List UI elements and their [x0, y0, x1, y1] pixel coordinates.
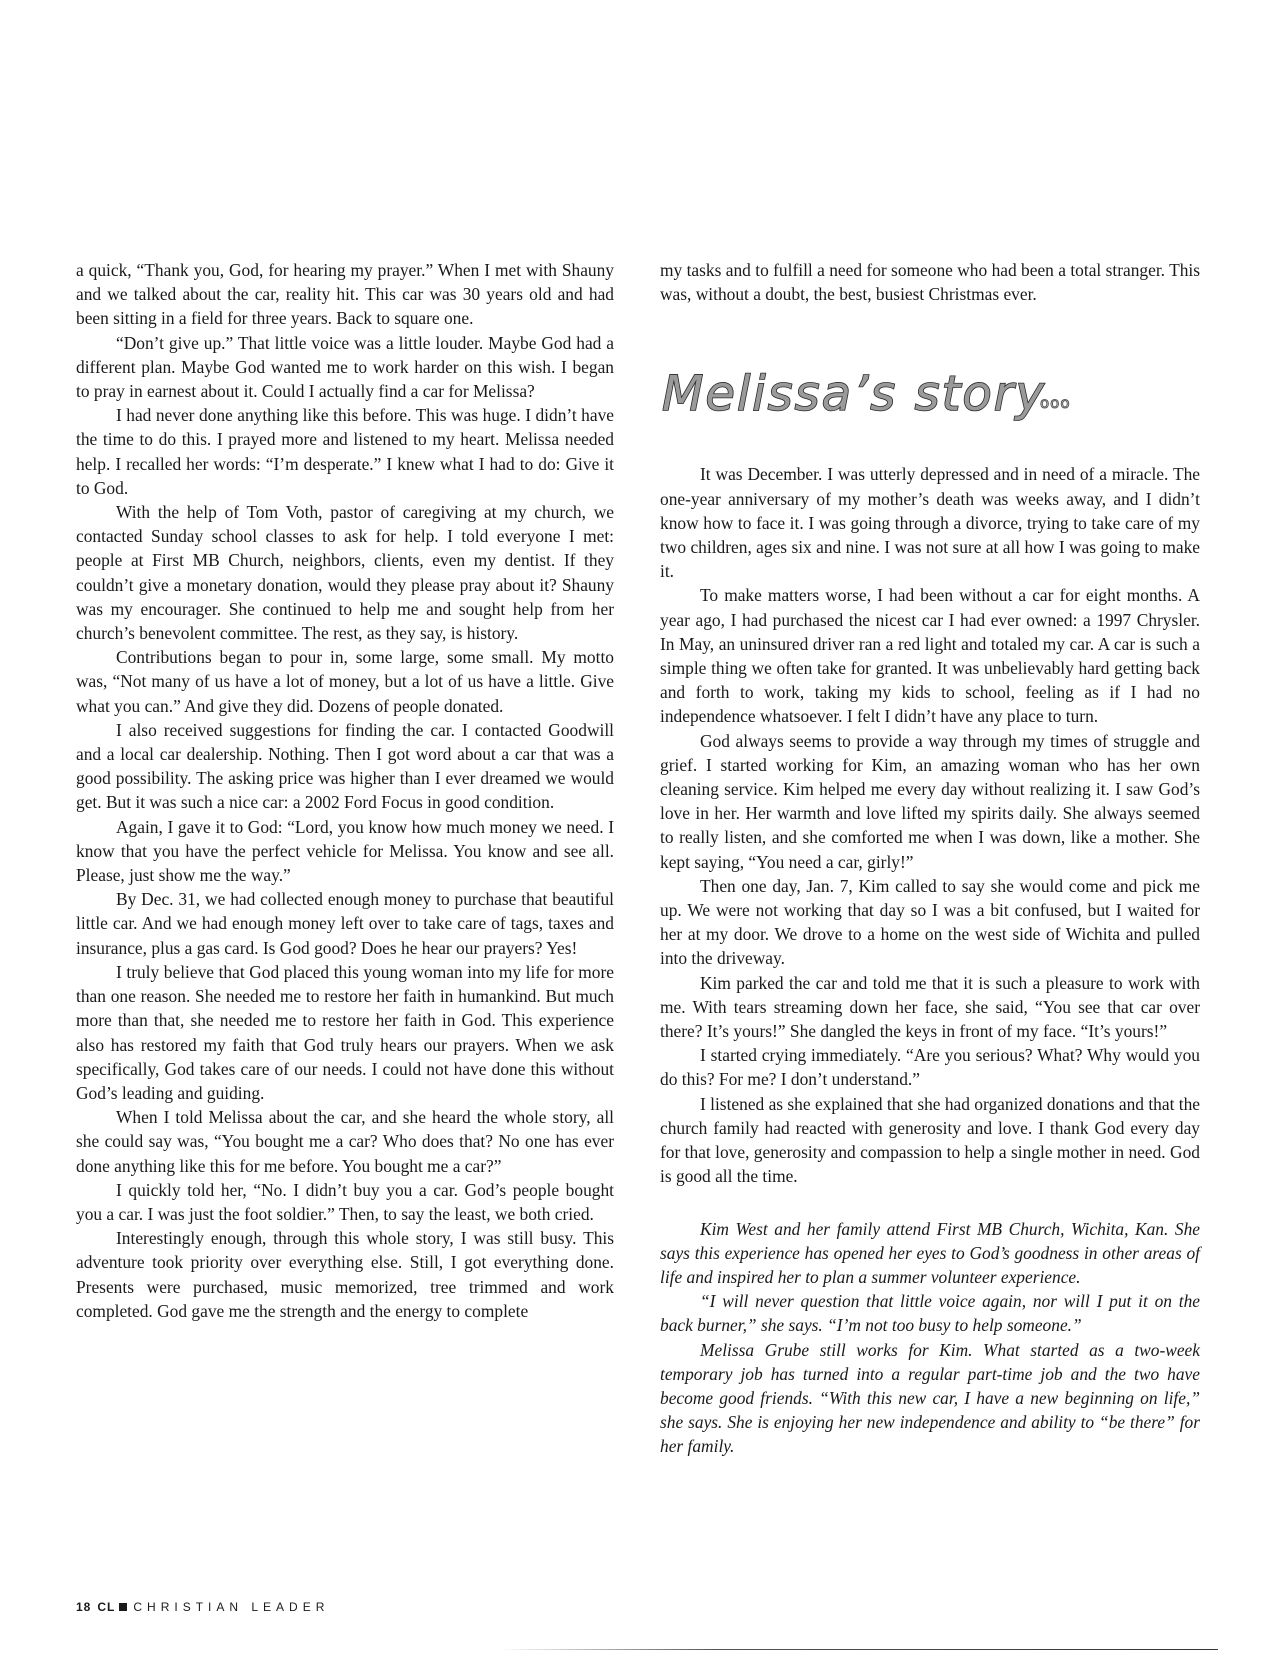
paragraph: I truly believe that God placed this young woman into my life for more than one reason. She needed me to restore her faith in humankind. But much more than that, she needed me to restore her faith in God. This experience also has restored my faith that God truly hears our prayers. When we ask specifically, God takes care of our needs. I could not have done this without God’s leading and guiding. [76, 961, 614, 1103]
left-column [76, 258, 614, 1323]
paragraph: Then one day, Jan. 7, Kim called to say she would come and pick me up. We were not working that day so I was a bit confused, but I waited for her at my door. We drove to a home on the west side of Wichita and pulled into the driveway. [660, 875, 1200, 969]
heading-dots: ooo [1040, 394, 1071, 413]
paragraph: I had never done anything like this before. This was huge. I didn’t have the time to do this. I prayed more and listened to my heart. Melissa needed help. I recalled her words: “I’m desperate.” I knew what I had to do: Give it to God. [76, 405, 614, 498]
paragraph: my tasks and to fulfill a need for someone who had been a total stranger. This was, without a doubt, the best, busiest Christmas ever. [660, 260, 1200, 305]
page-footer [76, 1600, 329, 1614]
bio-paragraph: Kim West and her family attend First MB Church, Wichita, Kan. She says this experience has opened her eyes to God’s goodness in other areas of life and inspired her to plan a summer volunteer experience. [660, 1218, 1200, 1287]
paragraph: When I told Melissa about the car, and she heard the whole story, all she could say was, “You bought me a car? Who does that? No one has ever done anything like this for me before. You bought me a car?” [76, 1107, 614, 1176]
paragraph: With the help of Tom Voth, pastor of caregiving at my church, we contacted Sunday school classes to ask for help. I told everyone I met: people at First MB Church, neighbors, clients, even my dentist. If they couldn’t give a monetary donation, would they please pray about it? Shauny was my encourager. She continued to help me and sought help from her church’s benevolent committee. The rest, as they say, is history. [76, 502, 614, 644]
paragraph: Kim parked the car and told me that it is such a pleasure to work with me. With tears streaming down her face, she said, “You see that car over there? It’s yours!” She dangled the keys in front of my face. “It’s yours!” [660, 972, 1200, 1042]
paragraph: I started crying immediately. “Are you serious? What? Why would you do this? For me? I don’t understand.” [660, 1045, 1200, 1090]
paragraph: a quick, “Thank you, God, for hearing my prayer.” When I met with Shauny and we talked about the car, reality hit. This car was 30 years old and had been sitting in a field for three years. Back to square one. [76, 260, 614, 329]
square-bullet-icon [119, 1603, 127, 1611]
paragraph: I quickly told her, “No. I didn’t buy you a car. God’s people bought you a car. I was just the foot soldier.” Then, to say the least, we both cried. [76, 1179, 614, 1224]
heading-text: Melissa’s story [662, 366, 1046, 423]
bio-paragraph: “I will never question that little voice again, nor will I put it on the back burner,” she says. “I’m not too busy to help someone.” [660, 1291, 1200, 1336]
right-column [660, 258, 1200, 1459]
paragraph: I also received suggestions for finding the car. I contacted Goodwill and a local car dealership. Nothing. Then I got word about a car that was a good possibility. The asking price was higher than I ever dreamed we would get. But it was such a nice car: a 2002 Ford Focus in good condition. [76, 719, 614, 813]
magazine-name: CHRISTIAN LEADER [133, 1600, 330, 1614]
paragraph: “Don’t give up.” That little voice was a little louder. Maybe God had a different plan. Maybe God wanted me to work harder on this wish. I began to pray in earnest about it. Could I actually find a car for Melissa? [76, 332, 614, 402]
footer-rule [500, 1649, 1218, 1650]
magazine-logo: CL [97, 1600, 116, 1614]
story-body [660, 462, 1200, 1188]
page-number: 18 [76, 1600, 92, 1614]
paragraph: By Dec. 31, we had collected enough money to purchase that beautiful little car. And we had enough money left over to take care of tags, taxes and insurance, plus a gas card. Is God good? Does he hear our prayers? Yes! [76, 889, 614, 958]
heading-graphic [658, 356, 1078, 424]
paragraph: Again, I gave it to God: “Lord, you know how much money we need. I know that you have the perfect vehicle for Melissa. You know and see all. Please, just show me the way.” [76, 816, 614, 886]
paragraph: Contributions began to pour in, some large, some small. My motto was, “Not many of us have a lot of money, but a lot of us have a little. Give what you can.” And give they did. Dozens of people donated. [76, 647, 614, 716]
paragraph: To make matters worse, I had been without a car for eight months. A year ago, I had purchased the nicest car I had ever owned: a 1997 Chrysler. In May, an uninsured driver ran a red light and totaled my car. A car is such a simple thing we often take for granted. It was unbelievably hard getting back and forth to work, taking my kids to school, feeling as if I had no independence whatsoever. I felt I didn’t have any place to turn. [660, 585, 1200, 727]
bio-paragraph: Melissa Grube still works for Kim. What started as a two-week temporary job has turned into a regular part-time job and the two have become good friends. “With this new car, I have a new beginning on life,” she says. She is enjoying her new independence and ability to “be there” for her family. [660, 1339, 1200, 1457]
section-heading [658, 356, 1200, 424]
paragraph: God always seems to provide a way through my times of struggle and grief. I started working for Kim, an amazing woman who has her own cleaning service. Kim helped me every day without realizing it. I saw God’s love in her. Her warmth and love lifted my spirits daily. She always seemed to really listen, and she comforted me when I was down, like a mother. She kept saying, “You need a car, girly!” [660, 730, 1200, 872]
paragraph: Interestingly enough, through this whole story, I was still busy. This adventure took priority over everything else. Still, I got everything done. Presents were purchased, music memorized, tree trimmed and work completed. God gave me the strength and the energy to complete [76, 1228, 614, 1321]
author-bio [660, 1217, 1200, 1459]
paragraph: I listened as she explained that she had organized donations and that the church family had reacted with generosity and love. I thank God every day for that love, generosity and compassion to help a single mother in need. God is good all the time. [660, 1093, 1200, 1187]
paragraph: It was December. I was utterly depressed and in need of a miracle. The one-year anniversary of my mother’s death was weeks away, and I didn’t know how to face it. I was going through a divorce, trying to take care of my two children, ages six and nine. I was not sure at all how I was going to make it. [660, 464, 1200, 582]
